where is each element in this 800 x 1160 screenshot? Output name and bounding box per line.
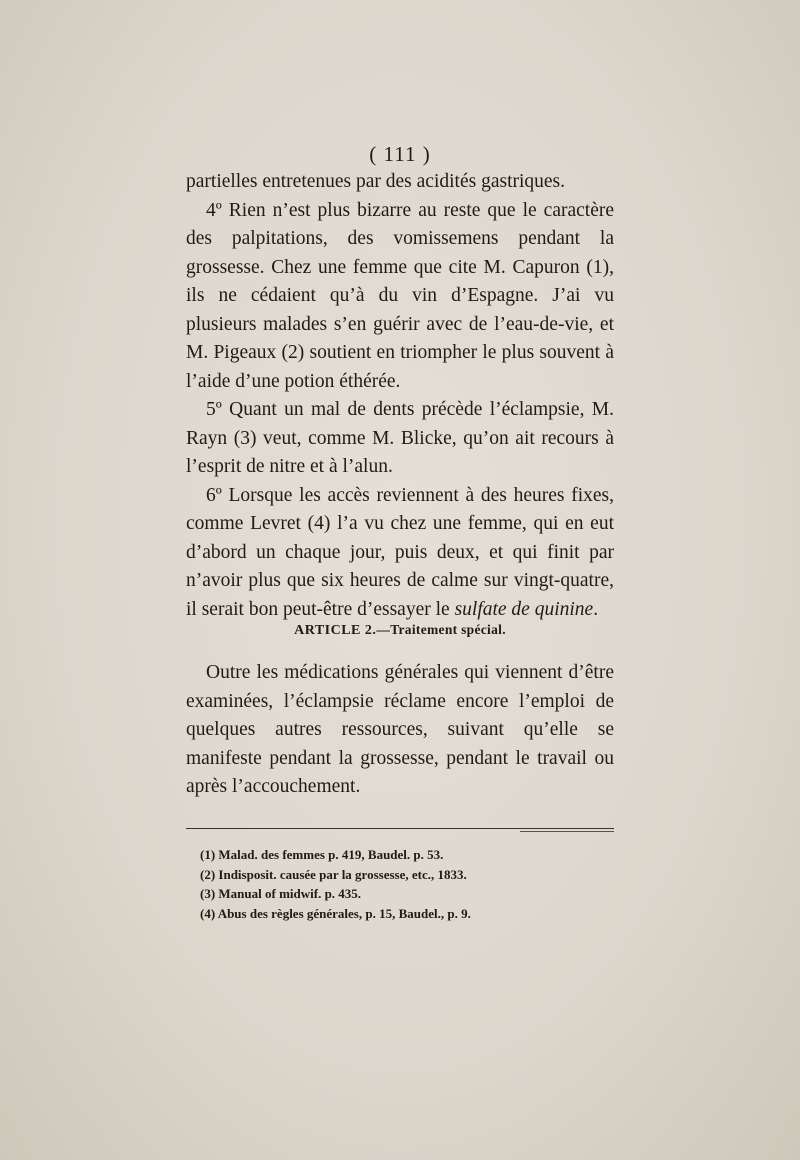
- article-heading: [0, 622, 800, 639]
- footnote-2: (2) Indisposit. causée par la grossesse, etc., 1833.: [200, 866, 467, 882]
- paragraph-article: Outre les médications générales qui viennent d’être examinées, l’éclampsie réclame encore l’emploi de quelques autres ressources, suivant qu’elle se manifeste pendant la grossesse, pendant le travail ou après l’accouchement.: [186, 662, 614, 797]
- footnote-divider-secondary: [520, 831, 614, 832]
- article-text-block: [186, 659, 614, 802]
- footnote-divider: [186, 828, 614, 829]
- paragraph-6: [186, 482, 614, 625]
- page-number: ( 111 ): [369, 142, 431, 166]
- footnote-4: (4) Abus des règles générales, p. 15, Baudel., p. 9.: [200, 905, 471, 921]
- paragraph-6-italic: sulfate de quinine: [454, 598, 594, 620]
- paragraph-6-end: .: [593, 598, 599, 620]
- paragraph-continuation: partielles entretenues par des acidités gastriques.: [186, 171, 566, 192]
- footnotes-list: [200, 845, 600, 923]
- footnote-3: (3) Manual of midwif. p. 435.: [200, 886, 362, 901]
- paragraph-5: 5º Quant un mal de dents précède l’éclampsie, M. Rayn (3) veut, comme M. Blicke, qu’on ait recours à l’esprit de nitre et à l’alun.: [186, 399, 614, 477]
- main-text-block: [186, 168, 614, 624]
- paragraph-4: 4º Rien n’est plus bizarre au reste que le caractère des palpitations, des vomissemens pendant la grossesse. Chez une femme que cite M. Capuron (1), ils ne cédaient qu’à du vin d’Espagne. J’ai vu plusieurs malades s’en guérir avec de l’eau-de-vie, et M. Pigeaux (2) soutient en triompher le plus souvent à l’aide d’une potion éthérée.: [186, 199, 614, 392]
- article-heading-title: —Traitement spécial.: [376, 622, 506, 637]
- article-heading-label: ARTICLE 2.: [294, 623, 377, 638]
- paragraph-6-text: 6º Lorsque les accès reviennent à des heures fixes, comme Levret (4) l’a vu chez une femme, qui en eut d’abord un chaque jour, puis deux, et qui finit par n’avoir plus que six heures de calme sur vingt-quatre, il serait bon peut-être d’essayer le: [186, 484, 614, 620]
- footnote-1: (1) Malad. des femmes p. 419, Baudel. p. 53.: [200, 847, 444, 862]
